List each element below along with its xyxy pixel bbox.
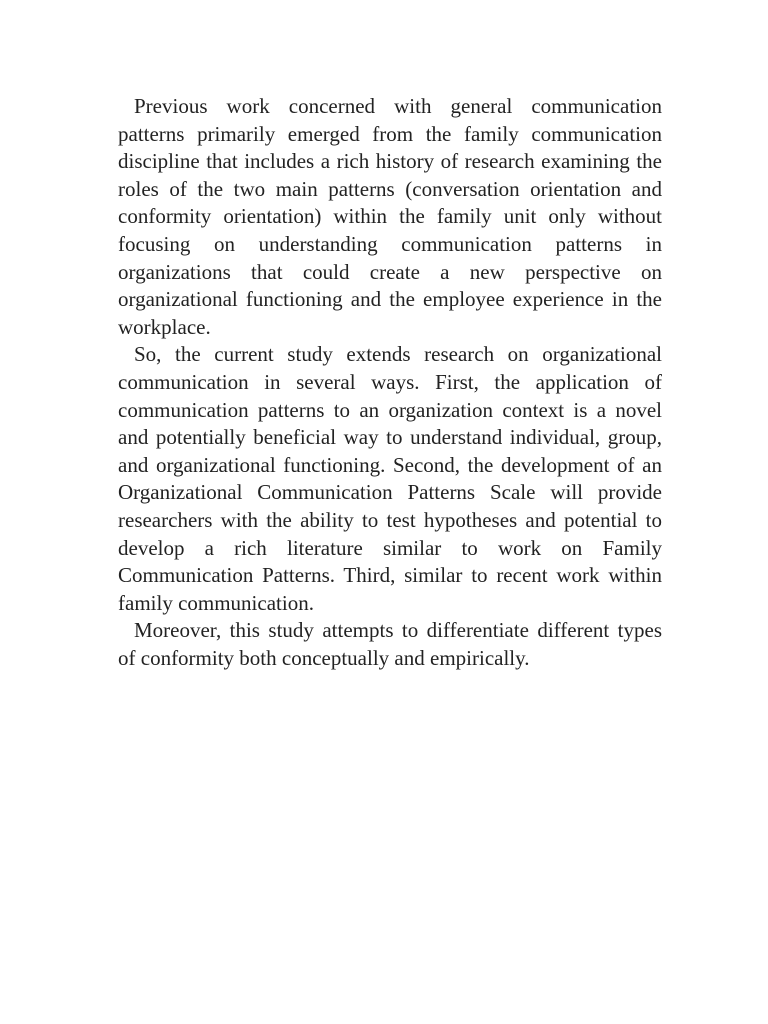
paragraph-conformity-types: Moreover, this study attempts to differentiate different types of conformity both conceptually and empirically. — [118, 618, 662, 670]
paragraph-previous-work: Previous work concerned with general communication patterns primarily emerged from the family communication discipline that includes a rich history of research examining the roles of the two main patterns (conversation orientation and conformity orientation) within the family unit only without focusing on understanding communication patterns in organizations that could create a new perspective on organizational functioning and the employee experience in the workplace. — [118, 94, 662, 339]
document-body — [118, 93, 662, 672]
paragraph-current-study: So, the current study extends research on organizational communication in several ways. First, the application of communication patterns to an organization context is a novel and potentially beneficial way to understand individual, group, and organizational functioning. Second, the development of an Organizational Communication Patterns Scale will provide researchers with the ability to test hypotheses and potential to develop a rich literature similar to work on Family Communication Patterns. Third, similar to recent work within family communication. — [118, 342, 662, 615]
